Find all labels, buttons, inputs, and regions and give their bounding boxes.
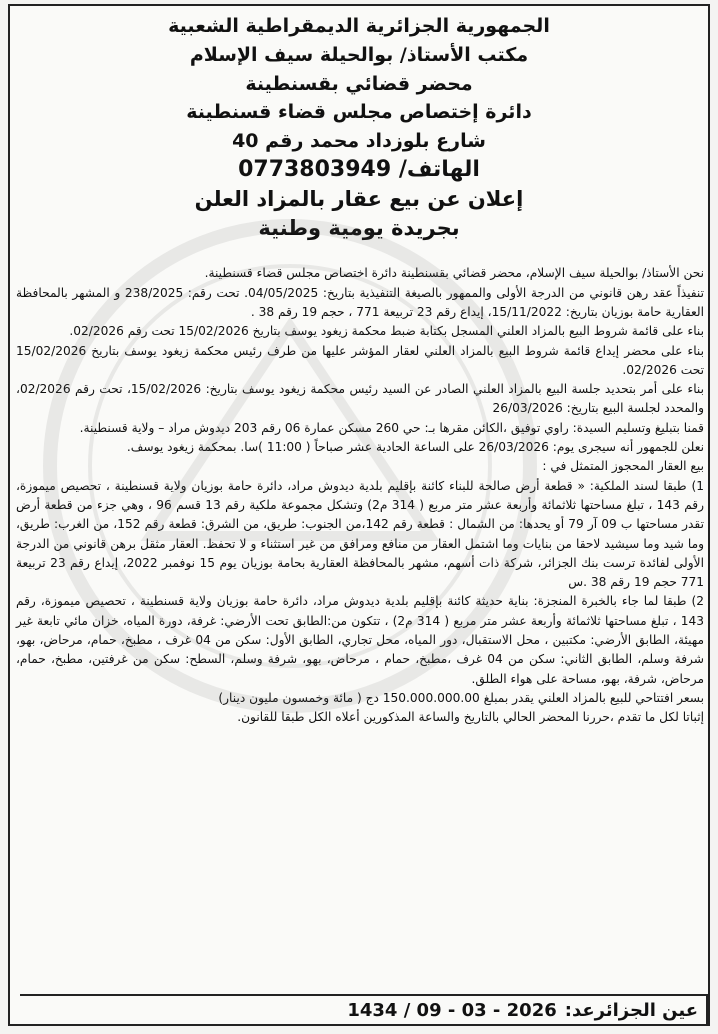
paragraph-notification: قمنا بتبليغ وتسليم السيدة: راوي توفيق ،الكائن مقرها بـ: حي 260 مسكن عمارة 06 رقم 203 ديدوش مراد – ولاية قسنطينة. (79, 420, 704, 435)
paragraph-order: بناء على أمر بتحديد جلسة البيع بالمزاد العلني الصادر عن السيد رئيس محكمة زيغود يوسف بتاريخ: 15/02/2026، تحت رقم 02/2026، والمحدد لجلسة البيع بتاريخ: 26/03/2026 (16, 382, 704, 416)
reference-number: 1434 / 09 - 03 - 2026 (347, 999, 557, 1021)
legal-notice (8, 4, 710, 1026)
paragraph-deposit: بناء على محضر إيداع قائمة شروط البيع بالمزاد العلني لعقار المؤشر عليها من طرف رئيس محكمة زيغود يوسف بتاريخ 15/02/2026 تحت 02/2026. (16, 343, 704, 377)
paragraph-property-expertise: 2) طبقا لما جاء بالخبرة المنجزة: بناية حديثة كائنة بإقليم بلدية ديدوش مراد، دائرة حامة بوزيان ولاية قسنطينة ، تحصيص ميموزة، رقم 143 ، تبلغ مساحتها ثلاثمائة وأربعة عشر متر مربع ( 314 م2) ، تتكون من:الطابق تحت الأرضي: غرفة، دورة المياه، خزان مائي تابعة غير مهيئة، الطابق الأرضي: مكتبين ، محل الاستقبال، دور المياه، محل تجاري، الطابق الأول: سكن من 04 غرف ، مطبخ، حمام، مرحاض، بهو، شرفة وسلم، الطابق الثاني: سكن من 04 غرف ،مطبخ، حمام ، مرحاض، بهو، شرفة وسلم، السطح: سكن من غرفتين، مطبخ، حمام، مرحاض، شرفة، بهو، مساحة على هواء الطلق. (16, 594, 705, 686)
office-address: شارع بلوزداد محمد رقم 40 (232, 130, 486, 153)
paragraph-intro: نحن الأستاذ/ بوالحيلة سيف الإسلام، محضر قضائي بقسنطينة دائرة اختصاص مجلس قضاء قسنطينة. (204, 266, 704, 281)
notice-body (10, 264, 708, 727)
bailiff-title: محضر قضائي بقسنطينة (245, 72, 473, 95)
reference-label: عين الجزائرعد: (564, 999, 698, 1021)
publication-reference (20, 994, 708, 1024)
notice-subtitle: بجريدة يومية وطنية (258, 215, 460, 240)
paragraph-auction-date: نعلن للجمهور أنه سيجرى يوم: 26/03/2026 على الساعة الحادية عشر صباحاً ( 11:00 )سا. بمحكمة زيغود يوسف. (126, 440, 704, 455)
jurisdiction: دائرة إختصاص مجلس قضاء قسنطينة (186, 101, 532, 124)
notice-header (10, 12, 708, 242)
paragraph-property-heading: بيع العقار المحجوز المتمثل في : (542, 459, 704, 474)
paragraph-mortgage: تنفيذاً عقد رهن قانوني من الدرجة الأولى والممهور بالصيغة التنفيذية بتاريخ: 04/05/2025. تحت رقم: 238/2025 و المشهر بالمحافظة العقارية حامة بوزيان بتاريخ: 15/11/2022، إيداع رقم 23 تربيعة 771 ، حجم 19 رقم 38 . (16, 285, 705, 319)
bailiff-office: مكتب الأستاذ/ بوالحيلة سيف الإسلام (189, 43, 529, 66)
paragraph-closing: إثباتا لكل ما تقدم ،حررنا المحضر الحالي بالتاريخ والساعة المذكورين أعلاه الكل طبقا للقانون. (237, 710, 704, 725)
office-phone: الهاتف/ 0773803949 (238, 156, 480, 182)
notice-title: إعلان عن بيع عقار بالمزاد العلن (194, 186, 524, 211)
republic-title: الجمهورية الجزائرية الديمقراطية الشعبية (168, 15, 550, 37)
paragraph-property-title: 1) طبقا لسند الملكية: « قطعة أرض صالحة للبناء كائنة بإقليم بلدية ديدوش مراد، دائرة حامة بوزيان ولاية قسنطينة ، تحصيص ميموزة، رقم 143 ، تبلغ مساحتها ثلاثمائة وأربعة عشر متر مربع ( 314 م2) وتشكل مجموعة ملكية رقم 13 قسم 96 ، وهي جزء من قطعة أرض تقدر مساحتها ب 09 آر 79 أو يحدها: من الشمال : قطعة رقم 142،من الجنوب: طريق، من الشرق: قطعة رقم 152، من الغرب: طريق، وما شيد وما سيشيد لاحقا من بنايات وما اشتمل العقار من منافع ومرافق من غير استثناء و لا تحفظ. العقار مثقل برهن قانوني من الدرجة الأولى لفائدة ترست بنك الجزائر، شركة ذات أسهم، مشهر بالمحافظة العقارية بحامة بوزيان يوم 15 نوفمبر 2022، إيداع رقم 23 تربيعة 771 حجم 19 رقم 38 .س (16, 478, 705, 590)
paragraph-sale-conditions: بناء على قائمة شروط البيع بالمزاد العلني المسجل بكتابة ضبط محكمة زيغود يوسف بتاريخ 15/02/2026 تحت رقم 02/2026. (69, 324, 704, 339)
paragraph-opening-price: بسعر افتتاحي للبيع بالمزاد العلني يقدر بمبلغ 150.000.000.00 دج ( مائة وخمسون مليون دينار) (218, 690, 704, 705)
